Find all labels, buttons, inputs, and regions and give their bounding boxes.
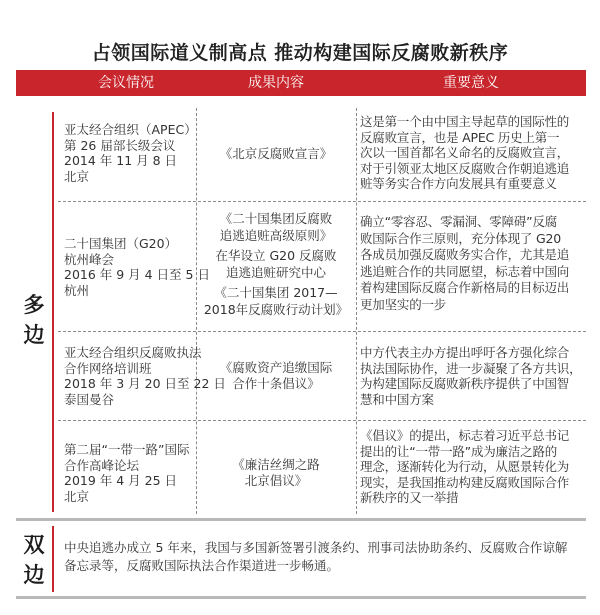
header-significance: 重要意义 — [443, 75, 499, 91]
section-separator — [16, 518, 586, 521]
bilateral-text: 中央追逃办成立 5 年来，我国与多国新签署引渡条约、刑事司法协助条约、反腐败合作谅解 备忘录等，反腐败国际执法合作渠道进一步畅通。 — [64, 540, 568, 573]
header-outcome: 成果内容 — [248, 75, 304, 91]
red-accent-line — [52, 112, 54, 512]
bottom-rule — [16, 596, 586, 599]
table-header — [16, 70, 586, 96]
outcome-cell: 《廉洁丝绸之路 北京倡议》 — [232, 457, 320, 488]
red-accent-line — [52, 526, 54, 592]
significance-cell: 这是第一个由中国主导起草的国际性的 反腐败宣言，也是 APEC 历史上第一 次以一国首都名义命名的反腐败宣言， 对于引领亚太地区反腐败合作朝追逃追 赃等务实合作方向发展具有重要意义 — [360, 114, 570, 191]
outcome-cell: 《二十国集团反腐败 追逃追赃高级原则》 在华设立 G20 反腐败 追逃追赃研究中心 《二十国集团 2017— 2018年反腐败行动计划》 — [203, 211, 349, 317]
significance-cell: 《倡议》的提出，标志着习近平总书记 提出的让“一带一路”成为廉洁之路的 理念，逐渐转化为行动，从愿景转化为 现实，是我国推动构建反腐败国际合作 新秩序的又一举措 — [360, 428, 570, 505]
row-divider — [58, 201, 586, 202]
side-label-bilateral: 双 边 — [23, 533, 45, 587]
meeting-cell: 二十国集团（G20） 杭州峰会 2016 年 9 月 4 日至 5 日 杭州 — [64, 236, 210, 298]
row-divider — [58, 331, 586, 332]
page-title: 占领国际道义制高点 推动构建国际反腐败新秩序 — [91, 42, 509, 64]
meeting-cell: 亚太经合组织（APEC） 第 26 届部长级会议 2014 年 11 月 8 日 北京 — [64, 122, 197, 184]
meeting-cell: 亚太经合组织反腐败执法 合作网络培训班 2018 年 3 月 20 日至 22 日 泰国曼谷 — [64, 345, 226, 407]
meeting-cell: 第二届“一带一路”国际 合作高峰论坛 2019 年 4 月 25 日 北京 — [64, 442, 190, 504]
row-divider — [58, 420, 586, 421]
outcome-cell: 《腐败资产追缴国际 合作十条倡议》 — [219, 360, 333, 391]
side-label-multilateral: 多 边 — [23, 293, 45, 347]
header-meeting: 会议情况 — [98, 75, 154, 91]
column-divider — [356, 108, 357, 514]
outcome-cell: 《北京反腐败宣言》 — [219, 146, 333, 161]
column-divider — [196, 108, 197, 514]
significance-cell: 确立“零容忍、零漏洞、零障碍”反腐 败国际合作三原则，充分体现了 G20 各成员加强反腐败务实合作，尤其是追 逃追赃合作的共同愿望，标志着中国向 着构建国际反腐合作新格局的目标迈出 更加坚实的一步 — [360, 214, 570, 312]
significance-cell: 中方代表主办方提出呼吁各方强化综合 执法国际协作，进一步凝聚了各方共识， 为构建国际反腐败新秩序提供了中国智 慧和中国方案 — [360, 345, 582, 407]
